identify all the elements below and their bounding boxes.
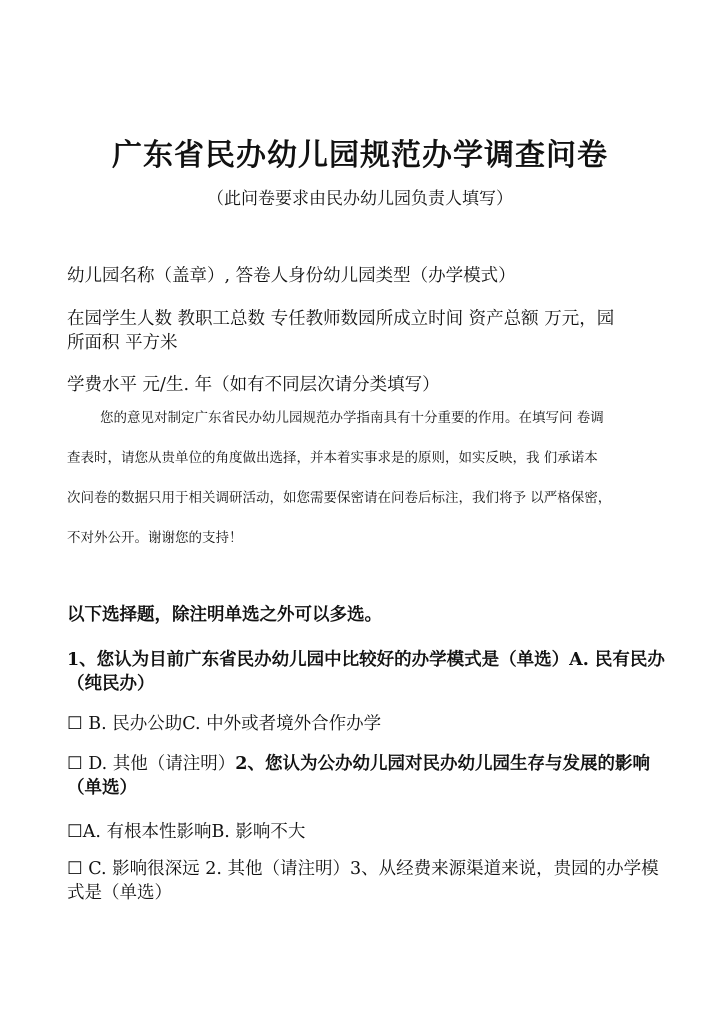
intro-line-4: 不对外公开。谢谢您的支持！ (67, 530, 243, 546)
intro-line-2: 查表时，请您从贵单位的角度做出选择，并本着实事求是的原则，如实反映，我 们承诺本 (67, 450, 598, 466)
field-line-area: 所面积 平方米 (67, 333, 178, 353)
q1-option-d-label[interactable]: ☐ D. 其他（请注明） (67, 754, 236, 774)
intro-line-3: 次问卷的数据只用于相关调研活动，如您需要保密请在问卷后标注，我们将予 以严格保密， (67, 490, 612, 506)
intro-line-1: 您的意见对制定广东省民办幼儿园规范办学指南具有十分重要的作用。在填写问 卷调 (100, 410, 604, 426)
question-1: 1、您认为目前广东省民办幼儿园中比较好的办学模式是（单选）A. 民有民办（纯民办） (67, 650, 665, 694)
q2-option-a[interactable]: ☐A. 有根本性影响B. 影响不大 (67, 822, 306, 842)
question-2: 2、您认为公办幼儿园对民办幼儿园生存与发展的影响（单选） (67, 754, 650, 798)
q1-option-d (67, 752, 667, 800)
field-line-student-count: 在园学生人数 教职工总数 专任教师数园所成立时间 资产总额 万元，园 (67, 309, 615, 329)
q1-option-b[interactable]: ☐ B. 民办公助C. 中外或者境外合作办学 (67, 714, 382, 734)
field-line-kindergarten-name: 幼儿园名称（盖章）, 答卷人身份幼儿园类型（办学模式） (67, 266, 516, 286)
q2-option-c[interactable]: ☐ C. 影响很深远 2. 其他（请注明）3、从经费来源渠道来说，贵园的办学模式是（单选） (67, 859, 659, 903)
page-title: 广东省民办幼儿园规范办学调查问卷 (112, 138, 608, 173)
instruction: 以下选择题，除注明单选之外可以多选。 (67, 605, 382, 625)
field-line-tuition: 学费水平 元/生. 年（如有不同层次请分类填写） (67, 375, 440, 395)
page-subtitle: （此问卷要求由民办幼儿园负责人填写） (207, 189, 513, 209)
